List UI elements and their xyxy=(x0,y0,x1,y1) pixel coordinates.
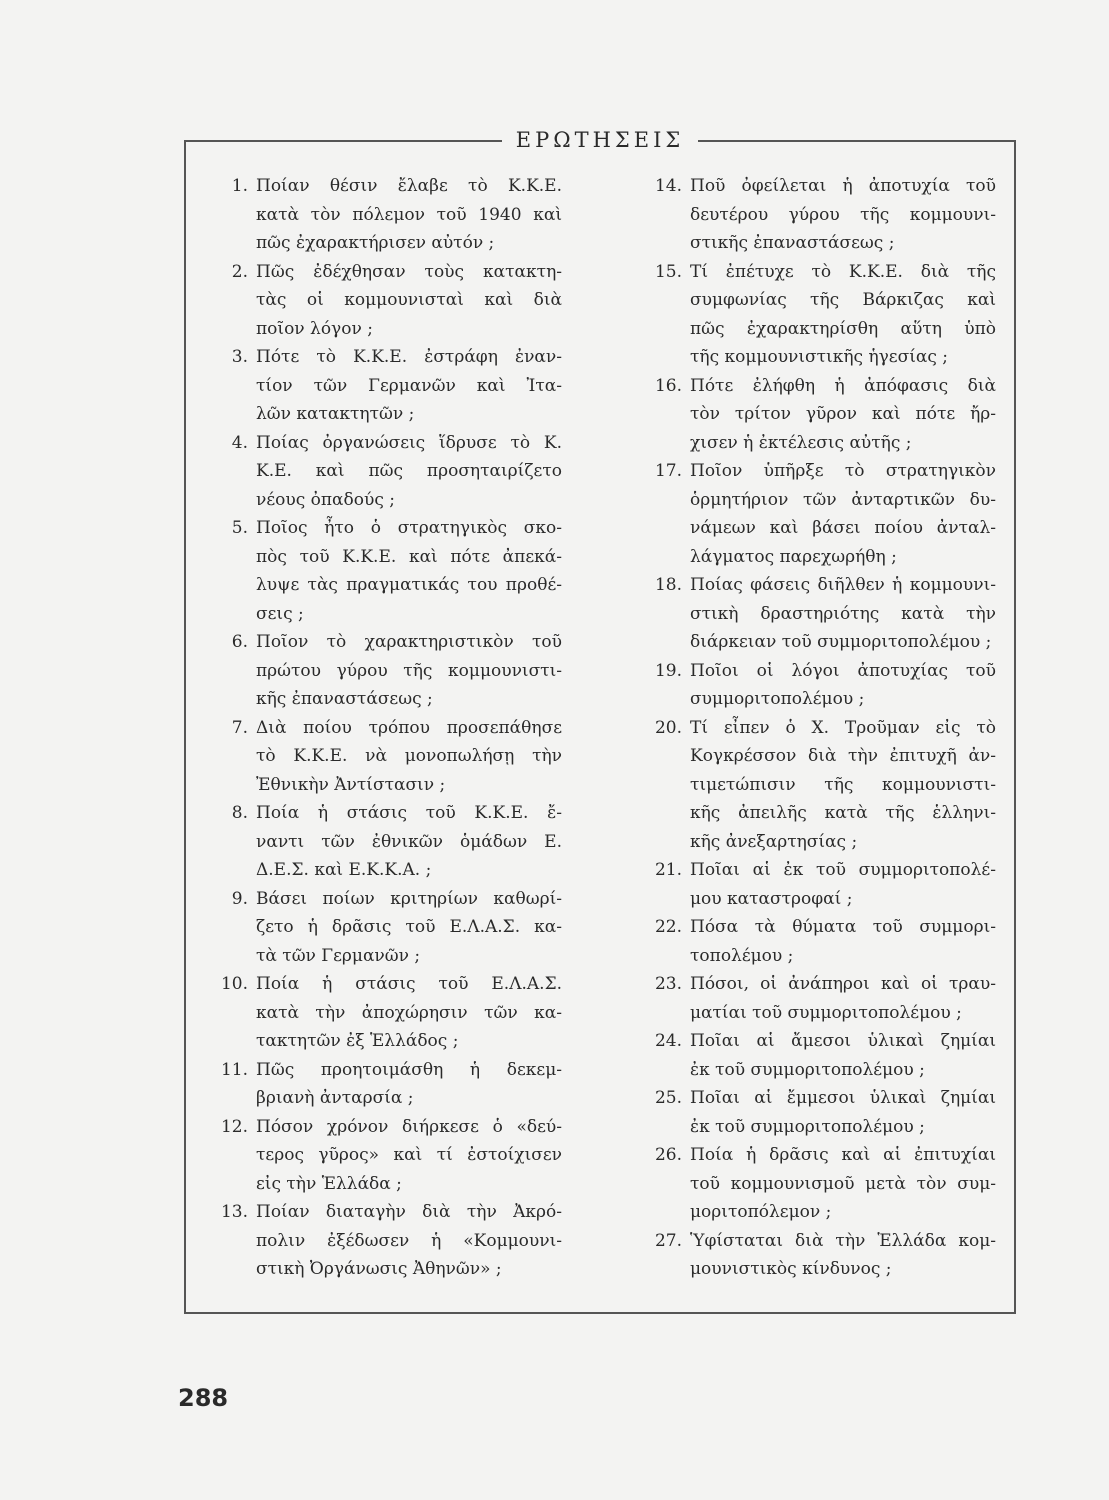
question-text xyxy=(690,714,996,857)
question-text xyxy=(256,1113,562,1199)
question-line: Κ.Ε. καὶ πῶς προσηταιρίζετο xyxy=(256,461,562,481)
question-line: Τί εἶπεν ὁ Χ. Τροῦμαν εἰς τὸ xyxy=(690,717,996,738)
question-item xyxy=(636,913,996,970)
question-line: Ποία ἡ δρᾶσις καὶ αἱ ἐπιτυχίαι xyxy=(690,1145,996,1165)
question-text xyxy=(256,172,562,258)
question-line: Πόσα τὰ θύματα τοῦ συμμορι- xyxy=(690,917,996,937)
question-line: Ποῖον ὑπῆρξε τὸ στρατηγικὸν xyxy=(690,461,996,481)
question-item xyxy=(636,1141,996,1227)
question-line: Πόσοι, οἱ ἀνάπηροι καὶ οἱ τραυ- xyxy=(690,974,996,994)
question-item xyxy=(636,856,996,913)
question-number: 12. xyxy=(220,1116,248,1137)
question-number: 19. xyxy=(654,660,682,681)
question-line: πῶς ἐχαρακτηρίσθη αὕτη ὑπὸ xyxy=(690,318,996,339)
question-text xyxy=(690,457,996,571)
question-number: 18. xyxy=(654,575,682,595)
question-line: Ποῦ ὀφείλεται ἡ ἀποτυχία τοῦ xyxy=(690,176,996,196)
question-line: διάρκειαν τοῦ συμμοριτοπολέμου ; xyxy=(690,632,992,652)
question-line: ποῖον λόγον ; xyxy=(256,318,373,339)
question-line: ζετο ἡ δρᾶσις τοῦ Ε.Λ.Α.Σ. κα- xyxy=(256,917,562,937)
question-line: κατὰ τὸν πόλεμον τοῦ 1940 καὶ xyxy=(256,204,562,225)
question-item xyxy=(202,258,562,344)
question-text xyxy=(690,1141,996,1227)
question-text xyxy=(256,885,562,971)
question-number: 7. xyxy=(231,717,248,738)
question-line: νάμεων καὶ βάσει ποίου ἀνταλ- xyxy=(690,518,996,538)
question-number: 15. xyxy=(654,261,682,282)
question-item xyxy=(636,1227,996,1284)
question-text xyxy=(690,657,996,714)
question-line: ναντι τῶν ἐθνικῶν ὁμάδων Ε. xyxy=(256,831,562,852)
question-line: συμφωνίας τῆς Βάρκιζας καὶ xyxy=(690,290,996,310)
question-line: λυψε τὰς πραγματικάς του προθέ- xyxy=(256,575,562,595)
question-line: Ποῖαι αἱ ἄμεσοι ὑλικαὶ ζημίαι xyxy=(690,1031,996,1051)
question-line: ἐκ τοῦ συμμοριτοπολέμου ; xyxy=(690,1116,925,1137)
question-line: Ποῖον τὸ χαρακτηριστικὸν τοῦ xyxy=(256,632,562,652)
question-text xyxy=(690,1084,996,1141)
question-line: λῶν κατακτητῶν ; xyxy=(256,404,415,424)
question-item xyxy=(202,172,562,258)
question-number: 20. xyxy=(654,717,682,738)
question-line: τιμετώπισιν τῆς κομμουνιστι- xyxy=(690,774,996,795)
question-line: Ποία ἡ στάσις τοῦ Ε.Λ.Α.Σ. xyxy=(256,974,562,994)
question-number: 17. xyxy=(654,461,682,481)
question-item xyxy=(636,258,996,372)
question-number: 1. xyxy=(231,176,248,196)
question-line: κῆς ἀπειλῆς κατὰ τῆς ἑλληνι- xyxy=(690,803,996,823)
question-line: στικὴ Ὀργάνωσις Ἀθηνῶν» ; xyxy=(256,1259,502,1279)
question-line: πρώτου γύρου τῆς κομμουνιστι- xyxy=(256,660,562,681)
question-line: Ποία ἡ στάσις τοῦ Κ.Κ.Ε. ἔ- xyxy=(256,803,562,823)
question-line: Πῶς προητοιμάσθη ἡ δεκεμ- xyxy=(256,1059,562,1080)
question-item xyxy=(202,1198,562,1284)
question-number: 13. xyxy=(220,1202,248,1222)
question-text xyxy=(256,514,562,628)
question-number: 10. xyxy=(220,974,248,994)
question-item xyxy=(202,514,562,628)
question-line: τακτητῶν ἐξ Ἑλλάδος ; xyxy=(256,1031,459,1051)
question-number: 21. xyxy=(654,860,682,880)
question-item xyxy=(636,571,996,657)
question-text xyxy=(256,1198,562,1284)
question-line: Ποίαν θέσιν ἔλαβε τὸ Κ.Κ.Ε. xyxy=(256,176,562,196)
question-line: τοῦ κομμουνισμοῦ μετὰ τὸν συμ- xyxy=(690,1173,996,1194)
question-line: μου καταστροφαί ; xyxy=(690,888,853,909)
question-line: Ὑφίσταται διὰ τὴν Ἑλλάδα κομ- xyxy=(690,1230,996,1251)
question-line: ἐκ τοῦ συμμοριτοπολέμου ; xyxy=(690,1059,925,1080)
question-text xyxy=(256,799,562,885)
question-number: 24. xyxy=(654,1031,682,1051)
question-line: συμμοριτοπολέμου ; xyxy=(690,689,865,709)
page-number: 288 xyxy=(178,1384,229,1412)
question-line: μουνιστικὸς κίνδυνος ; xyxy=(690,1259,892,1279)
question-line: Ποῖοι οἱ λόγοι ἀποτυχίας τοῦ xyxy=(690,660,996,681)
question-line: ματίαι τοῦ συμμοριτοπολέμου ; xyxy=(690,1002,962,1023)
question-line: τῆς κομμουνιστικῆς ἡγεσίας ; xyxy=(690,347,949,367)
question-line: Ποίας ὀργανώσεις ἵδρυσε τὸ Κ. xyxy=(256,432,562,453)
question-line: εἰς τὴν Ἑλλάδα ; xyxy=(256,1173,402,1194)
question-item xyxy=(202,628,562,714)
question-item xyxy=(636,970,996,1027)
question-item xyxy=(636,457,996,571)
question-number: 16. xyxy=(654,375,682,396)
question-line: τὰς οἱ κομμουνισταὶ καὶ διὰ xyxy=(256,290,562,310)
question-number: 23. xyxy=(654,974,682,994)
question-line: τίον τῶν Γερμανῶν καὶ Ἰτα- xyxy=(256,375,562,396)
question-line: τὸν τρίτον γῦρον καὶ πότε ἤρ- xyxy=(690,404,996,424)
question-line: Ἐθνικὴν Ἀντίστασιν ; xyxy=(256,774,446,795)
question-item xyxy=(202,1113,562,1199)
question-item xyxy=(202,970,562,1056)
question-line: Διὰ ποίου τρόπου προσεπάθησε xyxy=(256,717,562,738)
question-line: Βάσει ποίων κριτηρίων καθωρί- xyxy=(256,888,562,909)
question-item xyxy=(636,172,996,258)
question-line: δευτέρου γύρου τῆς κομμουνι- xyxy=(690,204,996,225)
question-line: Δ.Ε.Σ. καὶ Ε.Κ.Κ.Α. ; xyxy=(256,860,432,880)
question-number: 8. xyxy=(231,803,248,823)
question-line: ὁρμητήριον τῶν ἀνταρτικῶν δυ- xyxy=(690,489,996,510)
question-line: πὸς τοῦ Κ.Κ.Ε. καὶ πότε ἀπεκά- xyxy=(256,546,562,567)
question-item xyxy=(202,799,562,885)
question-number: 9. xyxy=(231,888,248,909)
question-text xyxy=(690,172,996,258)
question-text xyxy=(690,571,996,657)
question-line: Ποίαν διαταγὴν διὰ τὴν Ἀκρό- xyxy=(256,1202,562,1222)
question-line: σεις ; xyxy=(256,603,304,624)
question-line: Πόσον χρόνον διήρκεσε ὁ «δεύ- xyxy=(256,1116,562,1137)
question-line: Ποῖαι αἱ ἔμμεσοι ὑλικαὶ ζημίαι xyxy=(690,1088,996,1108)
question-text xyxy=(690,258,996,372)
question-text xyxy=(690,1027,996,1084)
question-item xyxy=(636,1084,996,1141)
question-number: 6. xyxy=(231,632,248,652)
question-line: κῆς ἐπαναστάσεως ; xyxy=(256,689,433,709)
question-number: 4. xyxy=(231,432,248,453)
questions-frame xyxy=(184,128,1016,1314)
questions-right-column xyxy=(636,172,996,1284)
question-line: τὰ τῶν Γερμανῶν ; xyxy=(256,945,421,966)
question-item xyxy=(202,714,562,800)
question-item xyxy=(636,1027,996,1084)
question-number: 5. xyxy=(231,518,248,538)
question-line: πῶς ἐχαρακτήρισεν αὐτόν ; xyxy=(256,233,495,253)
question-line: βριανὴ ἀνταρσία ; xyxy=(256,1088,414,1108)
question-number: 14. xyxy=(654,176,682,196)
question-number: 22. xyxy=(654,917,682,937)
question-item xyxy=(636,714,996,857)
question-number: 25. xyxy=(654,1088,682,1108)
question-item xyxy=(636,372,996,458)
question-number: 11. xyxy=(220,1059,248,1080)
question-text xyxy=(256,258,562,344)
question-line: κατὰ τὴν ἀποχώρησιν τῶν κα- xyxy=(256,1002,562,1023)
question-line: τὸ Κ.Κ.Ε. νὰ μονοπωλήσῃ τὴν xyxy=(256,746,562,766)
question-text xyxy=(256,970,562,1056)
question-line: κῆς ἀνεξαρτησίας ; xyxy=(690,831,858,852)
question-item xyxy=(202,429,562,515)
question-line: Ποῖος ἦτο ὁ στρατηγικὸς σκο- xyxy=(256,518,562,538)
question-item xyxy=(202,343,562,429)
question-line: Κογκρέσσον διὰ τὴν ἐπιτυχῆ ἀν- xyxy=(690,746,996,766)
question-line: Ποῖαι αἱ ἐκ τοῦ συμμοριτοπολέ- xyxy=(690,860,996,880)
question-text xyxy=(690,372,996,458)
question-line: χισεν ἡ ἐκτέλεσις αὐτῆς ; xyxy=(690,432,912,453)
questions-left-column xyxy=(202,172,562,1284)
question-line: μοριτοπόλεμον ; xyxy=(690,1202,832,1222)
question-item xyxy=(636,657,996,714)
question-number: 3. xyxy=(231,347,248,367)
question-line: Πότε ἐλήφθη ἡ ἀπόφασις διὰ xyxy=(690,375,996,396)
question-line: νέους ὀπαδούς ; xyxy=(256,489,395,510)
question-line: Ποίας φάσεις διῆλθεν ἡ κομμουνι- xyxy=(690,575,996,595)
question-line: τερος γῦρος» καὶ τί ἐστοίχισεν xyxy=(256,1145,562,1165)
question-number: 2. xyxy=(231,261,248,282)
question-text xyxy=(256,628,562,714)
question-text xyxy=(690,1227,996,1284)
question-number: 26. xyxy=(654,1145,682,1165)
question-text xyxy=(256,343,562,429)
question-line: λάγματος παρεχωρήθη ; xyxy=(690,546,897,567)
question-text xyxy=(690,970,996,1027)
question-text xyxy=(690,856,996,913)
question-line: στικὴ δραστηριότης κατὰ τὴν xyxy=(690,603,996,624)
page-title: ΕΡΩΤΗΣΕΙΣ xyxy=(502,128,699,152)
question-line: Πότε τὸ Κ.Κ.Ε. ἐστράφη ἐναν- xyxy=(256,347,562,367)
frame-title xyxy=(186,128,1014,152)
question-text xyxy=(690,913,996,970)
question-line: πολιν ἐξέδωσεν ἡ «Κομμουνι- xyxy=(256,1230,562,1251)
question-number: 27. xyxy=(654,1230,682,1251)
question-line: τοπολέμου ; xyxy=(690,945,794,966)
question-line: Τί ἐπέτυχε τὸ Κ.Κ.Ε. διὰ τῆς xyxy=(690,261,996,282)
question-item xyxy=(202,1056,562,1113)
question-text xyxy=(256,1056,562,1113)
question-line: στικῆς ἐπαναστάσεως ; xyxy=(690,233,895,253)
question-text xyxy=(256,714,562,800)
question-text xyxy=(256,429,562,515)
question-item xyxy=(202,885,562,971)
question-line: Πῶς ἐδέχθησαν τοὺς κατακτη- xyxy=(256,261,562,282)
